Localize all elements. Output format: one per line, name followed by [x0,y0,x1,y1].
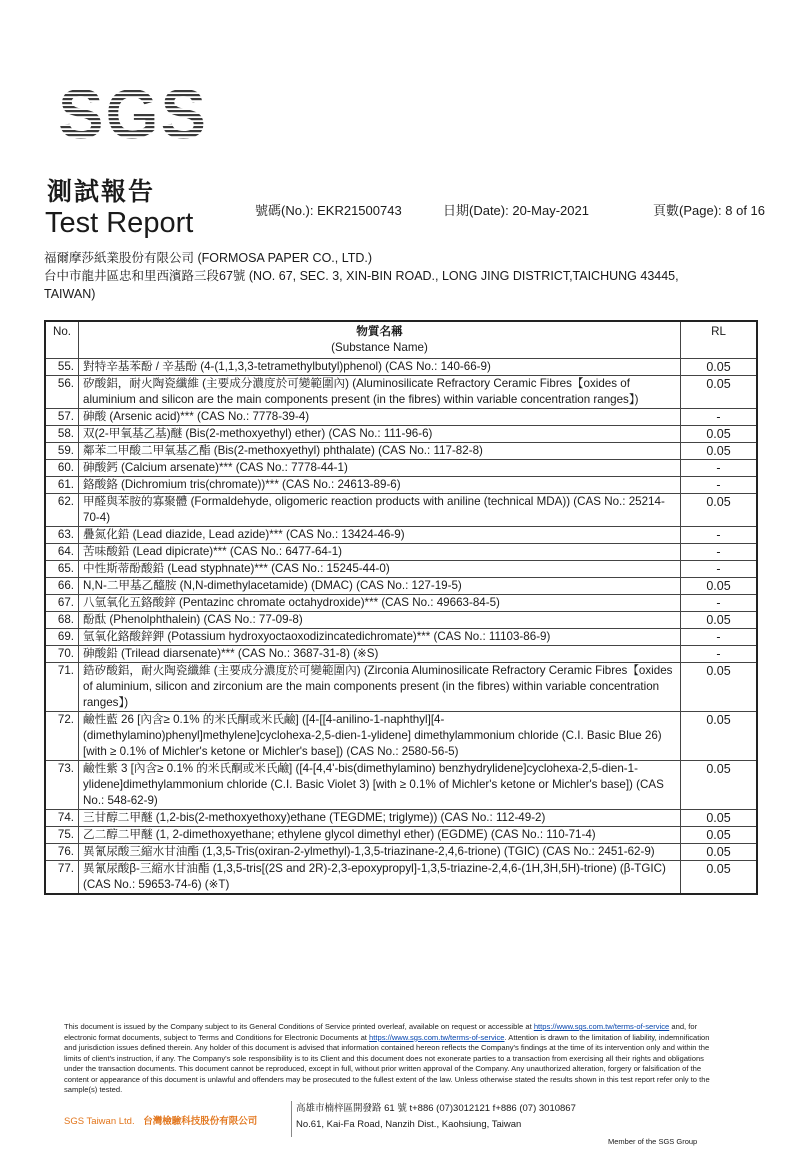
report-date: 日期(Date): 20-May-2021 [443,203,589,218]
footer-address-cn: 高雄市楠梓區開發路 61 號 t+886 (07)3012121 f+886 (07) 3010867 [296,1103,576,1114]
disclaimer-text-1: This document is issued by the Company subject to its General Conditions of Service printed overleaf, available on request or accessible at [64,1022,532,1031]
substance-name: 砷酸鈣 (Calcium arsenate)*** (CAS No.: 7778-44-1) [79,460,681,477]
reporting-limit: - [681,477,758,494]
row-number: 65. [45,561,79,578]
substance-name: 鹼性紫 3 [內含≥ 0.1% 的米氏酮或米氏鹼] ([4-[4,4'-bis(dimethylamino) benzhydrylidene]cyclohexa-2,5-dien-1-ylidene]dimethylammonium chloride (C.I. Basic Violet 3) [with ≥ 0.1% of Michler's ketone or Michler's base]) (CAS No.: 548-62-9) [79,761,681,810]
title-english: Test Report [45,207,194,239]
table-row [45,663,757,712]
table-body [45,359,757,895]
reporting-limit: - [681,460,758,477]
substance-name: 異氰尿酸三縮水甘油酯 (1,3,5-Tris(oxiran-2-ylmethyl)-1,3,5-triazinane-2,4,6-trione) (TGIC) (CAS No.: 2451-62-9) [79,844,681,861]
table-row [45,578,757,595]
substance-name: 鄰苯二甲酸二甲氧基乙酯 (Bis(2-methoxyethyl) phthalate) (CAS No.: 117-82-8) [79,443,681,460]
substance-name: 酚酞 (Phenolphthalein) (CAS No.: 77-09-8) [79,612,681,629]
row-number: 70. [45,646,79,663]
footer-address [296,1101,576,1133]
row-number: 60. [45,460,79,477]
col-name-header-en: (Substance Name) [331,341,428,354]
table-row [45,443,757,460]
reporting-limit: 0.05 [681,663,758,712]
substance-name: 矽酸鋁，耐火陶瓷纖維 (主要成分濃度於可變範圍內) (Aluminosilicate Refractory Ceramic Fibres【oxides of aluminium and silicon are the main components present (in the fibres) within variable concentration ranges】) [79,376,681,409]
substance-name: 砷酸 (Arsenic acid)*** (CAS No.: 7778-39-4) [79,409,681,426]
substance-name: 三甘醇二甲醚 (1,2-bis(2-methoxyethoxy)ethane (TEGDME; triglyme)) (CAS No.: 112-49-2) [79,810,681,827]
reporting-limit: - [681,561,758,578]
table-row [45,477,757,494]
report-number: 號碼(No.): EKR21500743 [255,203,402,218]
reporting-limit: 0.05 [681,861,758,895]
col-name-header-cn: 物質名稱 [356,325,403,338]
row-number: 75. [45,827,79,844]
row-number: 67. [45,595,79,612]
title-chinese: 測試報告 [47,177,156,206]
substance-table [44,320,758,895]
table-row [45,646,757,663]
footer-company-en: SGS Taiwan Ltd. [64,1116,135,1127]
table-row [45,376,757,409]
table-row [45,409,757,426]
row-number: 62. [45,494,79,527]
row-number: 69. [45,629,79,646]
row-number: 58. [45,426,79,443]
terms-link-1[interactable]: https://www.sgs.com.tw/terms-of-service [533,1022,670,1031]
row-number: 77. [45,861,79,895]
reporting-limit: - [681,646,758,663]
table-row [45,761,757,810]
reporting-limit: 0.05 [681,443,758,460]
reporting-limit: 0.05 [681,827,758,844]
substance-name: 疊氮化鉛 (Lead diazide, Lead azide)*** (CAS No.: 13424-46-9) [79,527,681,544]
reporting-limit: 0.05 [681,810,758,827]
table-row [45,359,757,376]
table-row [45,861,757,895]
footer-disclaimer [64,1022,724,1096]
substance-name: 双(2-甲氧基乙基)醚 (Bis(2-methoxyethyl) ether) (CAS No.: 111-96-6) [79,426,681,443]
reporting-limit: 0.05 [681,761,758,810]
col-name-header [79,321,681,359]
table-row [45,827,757,844]
reporting-limit: - [681,629,758,646]
row-number: 73. [45,761,79,810]
disclaimer-text-3: . Attention is drawn to the limitation of liability, indemnification and jurisdiction issues defined therein. Any holder of this document is advised that information contained hereon reflects the Company's findings at the time of its intervention only and within the limits of client's instruction, if any. The Company's sole responsibility is to its Client and this document does not exonerate parties to a transaction from exercising all their rights and obligations under the transaction documents. This document cannot be reproduced, except in full, without prior written approval of the Company. Any unauthorized alteration, forgery or falsification of the content or appearance of this document is unlawful and offenders may be prosecuted to the fullest extent of the law. Unless otherwise stated the results shown in this test report refer only to the sample(s) tested. [64,1032,710,1094]
table-row [45,561,757,578]
row-number: 64. [45,544,79,561]
table-row [45,844,757,861]
substance-name: 八氫氧化五鉻酸鋅 (Pentazinc chromate octahydroxide)*** (CAS No.: 49663-84-5) [79,595,681,612]
company-address: 台中市龍井區忠和里西濱路三段67號 (NO. 67, SEC. 3, XIN-BIN ROAD., LONG JING DISTRICT,TAICHUNG 43445, [44,269,679,283]
footer-company [64,1113,257,1127]
reporting-limit: 0.05 [681,426,758,443]
reporting-limit: 0.05 [681,844,758,861]
row-number: 74. [45,810,79,827]
table-row [45,544,757,561]
table-row [45,595,757,612]
reporting-limit: - [681,409,758,426]
reporting-limit: 0.05 [681,612,758,629]
substance-name: 鉻酸鉻 (Dichromium tris(chromate))*** (CAS No.: 24613-89-6) [79,477,681,494]
row-number: 71. [45,663,79,712]
substance-name: 異氰尿酸β-三縮水甘油酯 (1,3,5-tris[(2S and 2R)-2,3-epoxypropyl]-1,3,5-triazine-2,4,6-(1H,3H,5H)-trione) (β-TGIC) (CAS No.: 59653-74-6) (※T) [79,861,681,895]
sgs-group-member: Member of the SGS Group [608,1137,698,1146]
reporting-limit: 0.05 [681,712,758,761]
row-number: 57. [45,409,79,426]
substance-name: 鋯矽酸鋁，耐火陶瓷纖維 (主要成分濃度於可變範圍內) (Zirconia Aluminosilicate Refractory Ceramic Fibres【oxides of aluminium, silicon and zirconium are the main components present (in the fibres) within variable concentration ranges】) [79,663,681,712]
table-row [45,527,757,544]
substance-name: 氫氧化鉻酸鋅鉀 (Potassium hydroxyoctaoxodizincatedichromate)*** (CAS No.: 11103-86-9) [79,629,681,646]
table-row [45,460,757,477]
table-row [45,426,757,443]
reporting-limit: - [681,544,758,561]
row-number: 56. [45,376,79,409]
reporting-limit: 0.05 [681,494,758,527]
row-number: 72. [45,712,79,761]
company-name: 福爾摩莎紙業股份有限公司 (FORMOSA PAPER CO., LTD.) [44,251,373,265]
footer-divider [291,1101,292,1137]
substance-name: N,N-二甲基乙醯胺 (N,N-dimethylacetamide) (DMAC) (CAS No.: 127-19-5) [79,578,681,595]
table-row [45,494,757,527]
footer-address-en: No.61, Kai-Fa Road, Nanzih Dist., Kaohsiung, Taiwan [296,1119,522,1130]
disclaimer-text-2: and, for electronic format documents, subject to Terms and Conditions for Electronic Documents at [64,1022,698,1042]
col-no-header: No. [45,321,79,359]
substance-name: 鹼性藍 26 [內含≥ 0.1% 的米氏酮或米氏鹼] ([4-[[4-anilino-1-naphthyl][4-(dimethylamino)phenyl]methylene]cyclohexa-2,5-dien-1-ylidene] dimethylammonium chloride (C.I. Basic Blue 26) [with ≥ 0.1% of Michler's ketone or Michler's base]) (CAS No.: 2580-56-5) [79,712,681,761]
reporting-limit: - [681,595,758,612]
row-number: 55. [45,359,79,376]
substance-name: 甲醛與苯胺的寡聚體 (Formaldehyde, oligomeric reaction products with aniline (technical MDA)) (CAS No.: 25214-70-4) [79,494,681,527]
row-number: 59. [45,443,79,460]
sgs-logo-text: SGS [58,78,208,148]
substance-name: 乙二醇二甲醚 (1, 2-dimethoxyethane; ethylene glycol dimethyl ether) (EGDME) (CAS No.: 110-71-4) [79,827,681,844]
company-address-country: TAIWAN) [44,287,96,301]
reporting-limit: 0.05 [681,578,758,595]
reporting-limit: - [681,527,758,544]
substance-name: 對特辛基苯酚 / 辛基酚 (4-(1,1,3,3-tetramethylbutyl)phenol) (CAS No.: 140-66-9) [79,359,681,376]
row-number: 66. [45,578,79,595]
substance-name: 中性斯蒂酚酸鉛 (Lead styphnate)*** (CAS No.: 15245-44-0) [79,561,681,578]
table-row [45,612,757,629]
sgs-logo [58,78,208,148]
row-number: 68. [45,612,79,629]
footer-company-cn: 台灣檢驗科技股份有限公司 [143,1116,258,1127]
substance-name: 苦味酸鉛 (Lead dipicrate)*** (CAS No.: 6477-64-1) [79,544,681,561]
terms-link-2[interactable]: https://www.sgs.com.tw/terms-of-service [369,1032,505,1042]
table-row [45,810,757,827]
reporting-limit: 0.05 [681,359,758,376]
reporting-limit: 0.05 [681,376,758,409]
table-header-row [45,321,757,359]
page-number: 頁數(Page): 8 of 16 [653,203,765,218]
substance-name: 砷酸鉛 (Trilead diarsenate)*** (CAS No.: 3687-31-8) (※S) [79,646,681,663]
row-number: 63. [45,527,79,544]
row-number: 61. [45,477,79,494]
col-rl-header: RL [681,321,758,359]
table-row [45,629,757,646]
row-number: 76. [45,844,79,861]
company-info [44,249,764,303]
table-row [45,712,757,761]
